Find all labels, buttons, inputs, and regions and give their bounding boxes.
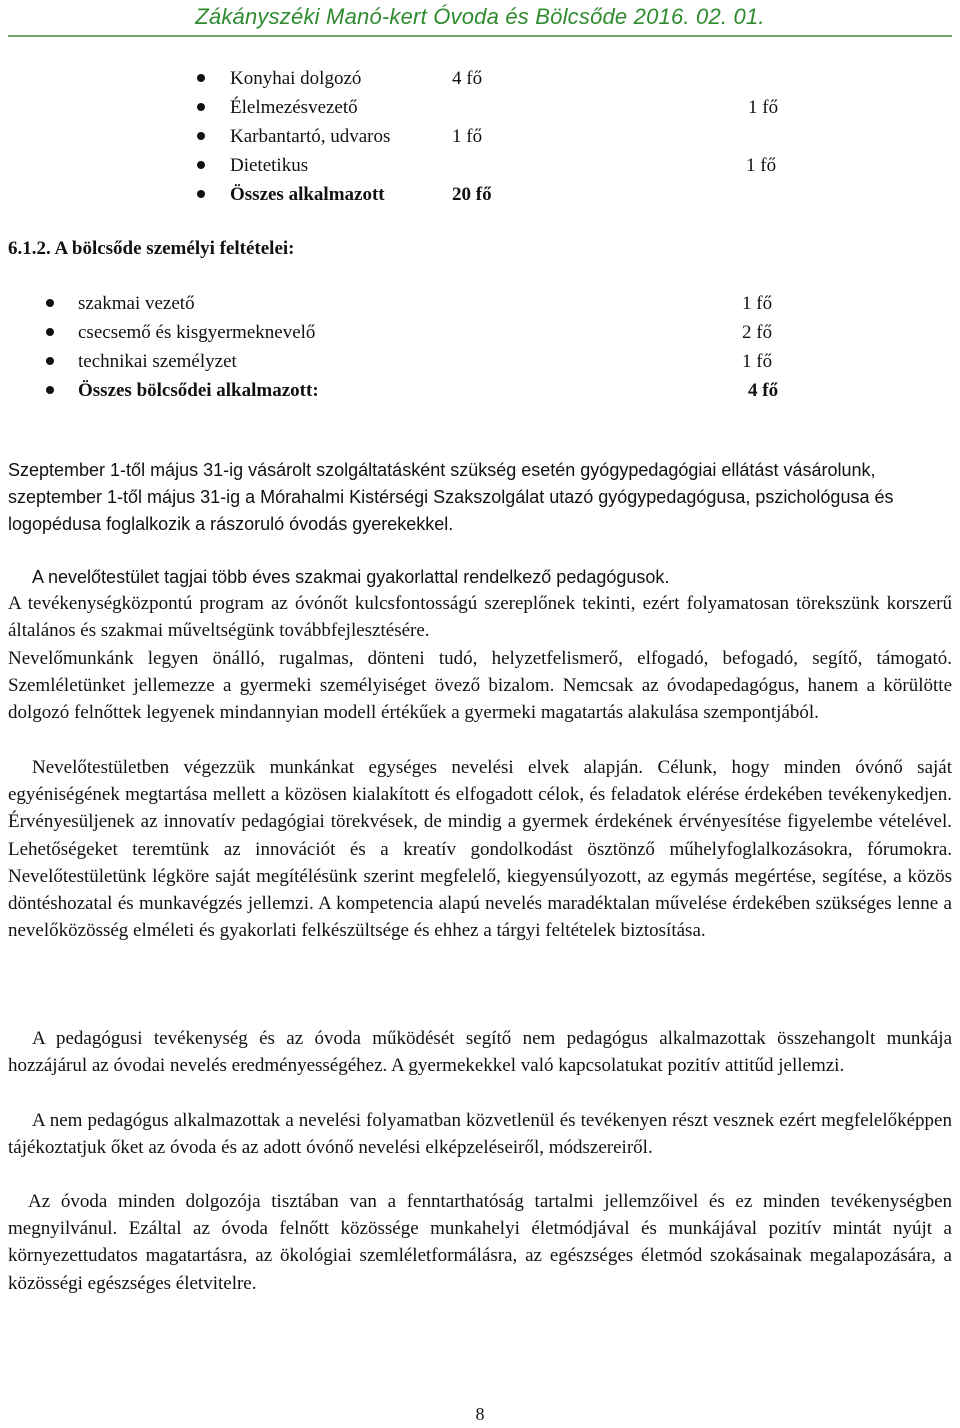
staff-count: 1 fő	[452, 126, 483, 147]
staff-count: 2 fő	[742, 322, 773, 343]
paragraph-cooperation: A pedagógusi tevékenység és az óvoda működését segítő nem pedagógus alkalmazottak összehangolt munkája hozzájárul az óvodai nevelés eredményességéhez. A gyermekekkel való kapcsolatukat pozitív attitűd jellemzi.	[8, 1028, 952, 1077]
page-number: 8	[475, 1404, 485, 1424]
staff-count: 4 fő	[452, 68, 483, 89]
bullet-icon	[197, 161, 205, 169]
paragraph-sustainability: Az óvoda minden dolgozója tisztában van a fenntarthatóság tartalmi jellemzőivel és ez minden tevékenységben megnyilvánul. Ezáltal az óvoda felnőtt közössége munkahelyi életmódjával és munkájával pozitív mintát nyújt a környezettudatos magatartásra, az ökológiai szemléletformálásra, az egészséges életmód szokásainak megalapozására, a közösségi egészséges életvitelre.	[8, 1191, 952, 1294]
list-item	[0, 180, 960, 209]
bullet-icon	[46, 328, 54, 336]
page-header	[0, 0, 960, 36]
paragraph-team: Nevelőtestületben végezzük munkánkat egységes nevelési elvek alapján. Célunk, hogy minden óvónő saját egyéniségének megtartása mellett a közösen kialakított és elfogadott célok, és feladatok elérése érdekében tevékenykedjen. Érvényesüljenek az innovatív pedagógiai törekvések, de mindig a gyermek érdekének érvényesítése figyelembe vételével. Lehetőségeket teremtünk az innovációt és a kreatív gondolkodást ösztönző műhelyfoglalkozásokra, fórumokra. Nevelőtestületünk légköre saját megítélésünk szerint megfelelő, kiegyensúlyozott, az egymás megértése, segítése, a közös döntéshozatal és munkavégzés jellemzi. A kompetencia alapú nevelés maradéktalan művelése érdekében szükséges lenne a nevelőközösség elméleti és gyakorlati felkészültsége és ehhez a tárgyi feltételek biztosítása.	[8, 757, 952, 942]
staff-count: 4 fő	[748, 380, 779, 401]
staff-label: Élelmezésvezető	[230, 97, 358, 118]
staff-count: 1 fő	[742, 351, 773, 372]
paragraph-program: A tevékenységközpontú program az óvónőt kulcsfontosságú szereplőnek tekinti, ezért folyamatosan törekszünk korszerű általános és szakmai műveltségünk továbbfejlesztésére.	[8, 593, 952, 642]
staff-label: Dietetikus	[230, 155, 309, 176]
list-item	[0, 289, 960, 318]
paragraph-education: Nevelőmunkánk legyen önálló, rugalmas, dönteni tudó, helyzetfelismerő, elfogadó, befogadó, segítő, támogató. Szemléletünket jellemezze a gyermeki személyiséget övező bizalom. Nemcsak az óvodapedagógus, hanem a körülötte dolgozó felnőttek legyenek mindannyian modell értékűek a gyermeki magatartás alakulása szempontjából.	[8, 648, 952, 724]
list-item	[0, 318, 960, 347]
staff-label: technikai személyzet	[78, 351, 237, 372]
bullet-icon	[197, 132, 205, 140]
list-item	[0, 93, 960, 122]
header-divider	[8, 35, 952, 37]
staff-label: csecsemő és kisgyermeknevelő	[78, 322, 316, 343]
bullet-icon	[46, 299, 54, 307]
list-item	[0, 347, 960, 376]
paragraph-non-teaching: A nem pedagógus alkalmazottak a nevelési folyamatban közvetlenül és tevékenyen részt vesznek ezért megfelelőképpen tájékoztatjuk őket az óvoda és az adott óvónő nevelési elképzeléseiről, módszereiről.	[8, 1110, 952, 1159]
list-item	[0, 376, 960, 405]
staff-label: Konyhai dolgozó	[230, 68, 362, 89]
nursery-staff-list	[0, 289, 960, 405]
staff-count: 20 fő	[452, 184, 492, 205]
paragraph-services: Szeptember 1-től május 31-ig vásárolt szolgáltatásként szükség esetén gyógypedagógiai ellátást vásárolunk, szeptember 1-től május 31-ig a Mórahalmi Kistérségi Szakszolgálat utazó gyógypedagógusa, pszichológusa és logopédusa foglalkozik a rászoruló óvodás gyerekekkel.	[8, 460, 894, 534]
list-item	[0, 151, 960, 180]
staff-label: Karbantartó, udvaros	[230, 126, 391, 147]
staff-count: 1 fő	[748, 97, 779, 118]
bullet-icon	[46, 357, 54, 365]
paragraph-staff-experience: A nevelőtestület tagjai több éves szakmai gyakorlattal rendelkező pedagógusok.	[32, 567, 670, 587]
bullet-icon	[197, 103, 205, 111]
staff-count: 1 fő	[742, 293, 773, 314]
section-title: 6.1.2. A bölcsőde személyi feltételei:	[8, 238, 295, 259]
staff-label: Összes bölcsődei alkalmazott:	[78, 380, 319, 401]
bullet-icon	[197, 190, 205, 198]
staff-count: 1 fő	[746, 155, 777, 176]
list-item	[0, 64, 960, 93]
header-title: Zákányszéki Manó-kert Óvoda és Bölcsőde 2016. 02. 01.	[195, 4, 765, 29]
staff-label: Összes alkalmazott	[230, 184, 385, 205]
kindergarten-staff-list	[0, 64, 960, 209]
bullet-icon	[197, 74, 205, 82]
bullet-icon	[46, 386, 54, 394]
list-item	[0, 122, 960, 151]
staff-label: szakmai vezető	[78, 293, 195, 314]
